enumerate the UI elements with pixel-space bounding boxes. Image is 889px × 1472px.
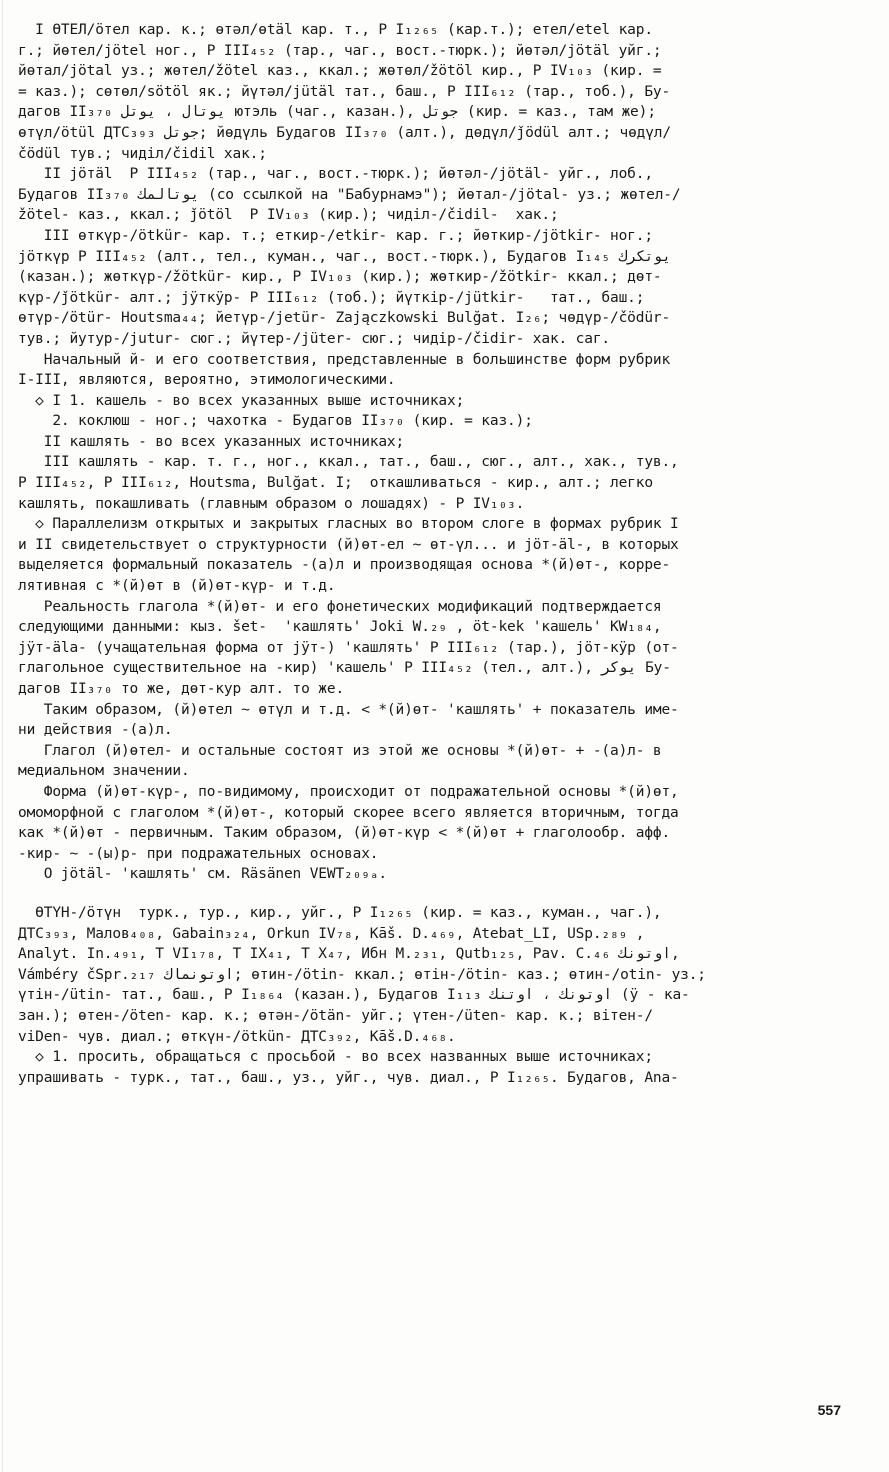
text-line: I-III, являются, вероятно, этимологическими. <box>18 372 396 389</box>
entry-separator <box>18 885 848 903</box>
text-line: ◇ Параллелизм открытых и закрытых гласных во втором слоге в формах рубрик I <box>18 516 679 533</box>
text-line: ДТС₃₉₃, Малов₄₀₈, Gabain₃₂₄, Orkun IV₇₈, Kāš. D.₄₆₉, Atebat_LI, USp.₂₈₉ , <box>18 925 645 942</box>
paragraph-otun-meanings <box>18 1047 848 1088</box>
text-line: кашлять, покашливать (главным образом о лошадях) - Р IV₁₀₃. <box>18 495 525 512</box>
text-line: медиальном значении. <box>18 763 190 780</box>
text-line: I ӨТЕЛ/ӧтел кар. к.; өтәл/өtäl кар. т., Р I₁₂₆₅ (кар.т.); етел/etel кар. <box>18 22 653 38</box>
text-line: jÿт-äla- (учащательная форма от jÿт-) 'кашлять' Р III₆₁₂ (тар.), jöт-кÿр (от- <box>18 639 679 656</box>
text-line: II кашлять - во всех указанных источниках; <box>18 433 405 450</box>
scan-edge-shadow <box>2 0 3 1472</box>
text-line: III кашлять - кар. т. г., ног., ккал., тат., баш., сюг., алт., хак., тув., <box>18 454 679 471</box>
text-line: čödül тув.; чиділ/čidil хак.; <box>18 145 267 162</box>
text-line: -кир- ~ -(ы)р- при подражательных основах. <box>18 845 379 862</box>
text-line: ни действия -(а)л. <box>18 722 173 739</box>
paragraph-reality <box>18 597 848 700</box>
text-line: Форма (й)өт-күр-, по-видимому, происходит от подражательной основы *(й)өт, <box>18 783 679 800</box>
paragraph-initial-note <box>18 350 848 391</box>
text-line: өтүр-/ötür- Houtsma₄₄; йетүр-/jetür- Zajączkowski Bulğat. I₂₆; чөдүр-/čödür- <box>18 310 671 327</box>
text-line: (казан.); жөткүр-/žötkür- кир., Р IV₁₀₃ (кир.); жөткир-/žötkir- ккал.; дөт- <box>18 269 662 286</box>
text-line: Таким образом, (й)өтел ~ өтүл и т.д. < *(й)өт- 'кашлять' + показатель име- <box>18 701 679 718</box>
text-line: күр-/ǰötkür- алт.; jÿткÿр- Р III₆₁₂ (тоб.); йүткір-/jütkir- тат., баш.; <box>18 289 645 306</box>
text-line: үтін-/ütin- тат., баш., Р I₁₈₆₄ (казан.), Будагов I₁₁₃ اوتونك ، اوتنك (ÿ - ка- <box>18 987 690 1004</box>
text-line: и II свидетельствует о структурности (й)өт-ел ~ өт-үл... и jöт-äl-, в которых <box>18 536 679 553</box>
text-line: О jötäl- 'кашлять' см. Räsänen VEWT₂₀₉ₐ. <box>18 866 387 883</box>
text-line: Vámbéry čSpr.₂₁₇ اوتونماك; өтин-/ötin- ккал.; өтін-/ötin- каз.; өтин-/otin- уз.; <box>18 966 706 983</box>
text-line: дагов II₃₇₀ يوتال ، يوتل ютэль (чаг., казан.), جوتل (кир. = каз., там же); <box>18 104 657 121</box>
text-line: žötel- каз., ккал.; ǰötöl Р IV₁₀₃ (кир.); чиділ-/čidil- хак.; <box>18 207 559 224</box>
paragraph-verb-note <box>18 741 848 782</box>
dictionary-entry-text <box>18 20 848 1088</box>
text-line: III өткүр-/ötkür- кар. т.; еткир-/etkir- кар. г.; йөткир-/jötkir- ног.; <box>18 227 653 244</box>
text-line: ӨТҮН-/ӧтүн турк., тур., кир., уйг., Р I₁₂₆₅ (кир. = каз., куман., чаг.), <box>18 904 662 921</box>
paragraph-conclusion <box>18 700 848 741</box>
text-line: Analyt. In.₄₉₁, Т VI₁₇₈, Т IX₄₁, Т X₄₇, Ибн М.₂₃₁, Qutb₁₂₅, Pav. C.₄₆ اوتونك, <box>18 946 680 963</box>
text-line: выделяется формальный показатель -(а)л и производящая основа *(й)өт-, корре- <box>18 557 671 574</box>
text-line: ◇ 1. просить, обращаться с просьбой - во всех названных выше источниках; <box>18 1049 653 1066</box>
paragraph-rubric-III <box>18 226 848 350</box>
text-line: viDen- чув. диал.; өткүн-/ötkün- ДТС₃₉₂, Kāš.D.₄₆₈. <box>18 1028 456 1045</box>
text-line: йөтал/jötal уз.; жөтел/žötel каз., ккал.; жөтөл/žötöl кир., Р IV₁₀₃ (кир. = <box>18 63 662 80</box>
text-line: омоморфной с глаголом *(й)өт-, который скорее всего является вторичным, тогда <box>18 804 679 821</box>
text-line: өтүл/ötül ДТС₃₉₃ جوتل; йөдүль Будагов II₃₇₀ (алт.), дөдүл/ǰödül алт.; чөдүл/ <box>18 124 671 141</box>
text-line: Начальный й- и его соответствия, представленные в большинстве форм рубрик <box>18 351 671 368</box>
text-line: = каз.); сөтөл/sötöl як.; йүтәл/jütäl тат., баш., Р III₆₁₂ (тар., тоб.), Бу- <box>18 83 671 100</box>
text-line: jöткүр Р III₄₅₂ (алт., тел., куман., чаг., вост.-тюрк.), Будагов I₁₄₅ يوتكرك <box>18 248 671 265</box>
text-line: тув.; йутур-/jutur- сюг.; йүтер-/jüter- сюг.; чидір-/čidir- хак. саг. <box>18 330 611 347</box>
paragraph-rubric-II <box>18 164 848 226</box>
paragraph-otun-entry <box>18 903 848 1047</box>
text-line: Будагов II₃₇₀ يوتالمك (со ссылкой на "Бабурнамэ"); йөтал-/jötal- уз.; жөтел-/ <box>18 186 681 203</box>
text-line: глагольное существительное на -кир) 'кашель' Р III₄₅₂ (тел., алт.), يوكر Бу- <box>18 660 671 677</box>
text-line: Р III₄₅₂, Р III₆₁₂, Houtsma, Bulğat. I; откашливаться - кир., алт.; легко <box>18 475 653 492</box>
text-line: 2. коклюш - ног.; чахотка - Будагов II₃₇₀ (кир. = каз.); <box>18 413 533 430</box>
page-number: 557 <box>817 1402 841 1418</box>
paragraph-parallelism <box>18 514 848 596</box>
text-line: зан.); өтен-/öten- кар. к.; өтән-/ötän- уйг.; үтен-/üten- кар. к.; вітен-/ <box>18 1007 653 1024</box>
paragraph-rubric-I <box>18 20 848 164</box>
text-line: Реальность глагола *(й)өт- и его фонетических модификаций подтверждается <box>18 598 662 615</box>
text-line: следующими данными: кыз. šet- 'кашлять' Joki W.₂₉ , öt-kek 'кашель' KW₁₈₄, <box>18 619 662 636</box>
text-line: Глагол (й)өтел- и остальные состоят из этой же основы *(й)өт- + -(а)л- в <box>18 742 662 759</box>
text-line: дагов II₃₇₀ то же, дөт-кур алт. то же. <box>18 681 345 697</box>
text-line: ◇ I 1. кашель - во всех указанных выше источниках; <box>18 392 465 409</box>
text-line: г.; йөтел/jötel ног., Р III₄₅₂ (тар., чаг., вост.-тюрк.); йөтәл/jötäl уйг.; <box>18 42 662 59</box>
paragraph-meanings <box>18 391 848 515</box>
text-line: лятивная с *(й)өт в (й)өт-күр- и т.д. <box>18 578 336 595</box>
paragraph-form-note <box>18 782 848 885</box>
text-line: II jöтäl Р III₄₅₂ (тар., чаг., вост.-тюрк.); йөтәл-/jötäl- уйг., лоб., <box>18 166 653 183</box>
text-line: упрашивать - турк., тат., баш., уз., уйг., чув. диал., Р I₁₂₆₅. Будагов, Ana- <box>18 1069 679 1086</box>
text-line: как *(й)өт - первичным. Таким образом, (й)өт-күр < *(й)өт + глаголообр. афф. <box>18 825 671 842</box>
